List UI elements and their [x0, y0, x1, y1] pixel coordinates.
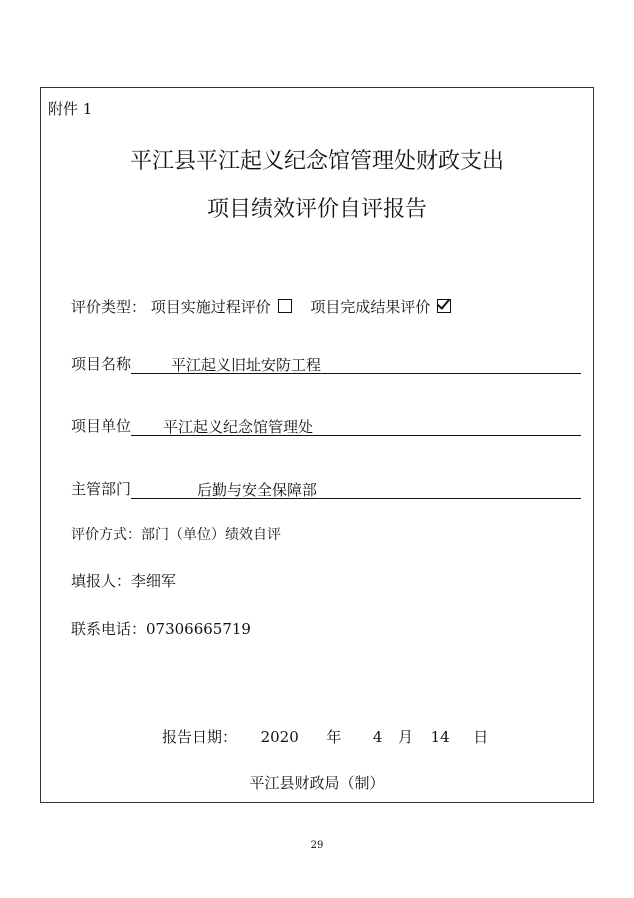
report-date-month: 4 — [372, 728, 383, 746]
project-unit-row — [71, 415, 581, 436]
attachment-label: 附件 1 — [48, 100, 93, 118]
report-date-year-unit: 年 — [326, 728, 342, 746]
project-name-value: 平江起义旧址安防工程 — [131, 354, 581, 374]
supervisor-value: 后勤与安全保障部 — [131, 479, 581, 499]
evaluation-type-row — [71, 296, 451, 317]
document-frame — [40, 87, 594, 803]
phone-info: 联系电话：07306665719 — [71, 620, 251, 638]
project-unit-label: 项目单位 — [71, 417, 132, 435]
supervisor-label: 主管部门 — [71, 480, 132, 498]
evaluation-method: 评价方式：部门（单位）绩效自评 — [71, 527, 281, 543]
checkbox-process-evaluation[interactable] — [278, 299, 292, 313]
report-date-year: 2020 — [260, 728, 299, 746]
issuing-organization: 平江县财政局（制） — [249, 774, 385, 792]
title-line-2: 项目绩效评价自评报告 — [206, 197, 427, 222]
report-date-month-unit: 月 — [398, 728, 414, 746]
option-result-evaluation: 项目完成结果评价 — [310, 298, 431, 316]
page-number: 29 — [310, 840, 324, 851]
project-name-row — [71, 353, 581, 374]
report-date-row — [162, 726, 488, 747]
supervisor-row — [71, 478, 581, 499]
checkbox-result-evaluation[interactable] — [437, 299, 451, 313]
title-line-1: 平江县平江起义纪念馆管理处财政支出 — [129, 149, 504, 174]
evaluation-type-label: 评价类型： — [71, 298, 147, 316]
report-date-day-unit: 日 — [473, 728, 489, 746]
report-date-day: 14 — [430, 728, 450, 746]
project-unit-value: 平江起义纪念馆管理处 — [131, 416, 581, 436]
filler-info: 填报人：李细军 — [71, 572, 177, 590]
project-name-label: 项目名称 — [71, 355, 132, 373]
option-process-evaluation: 项目实施过程评价 — [150, 298, 271, 316]
report-date-label: 报告日期： — [162, 728, 238, 746]
